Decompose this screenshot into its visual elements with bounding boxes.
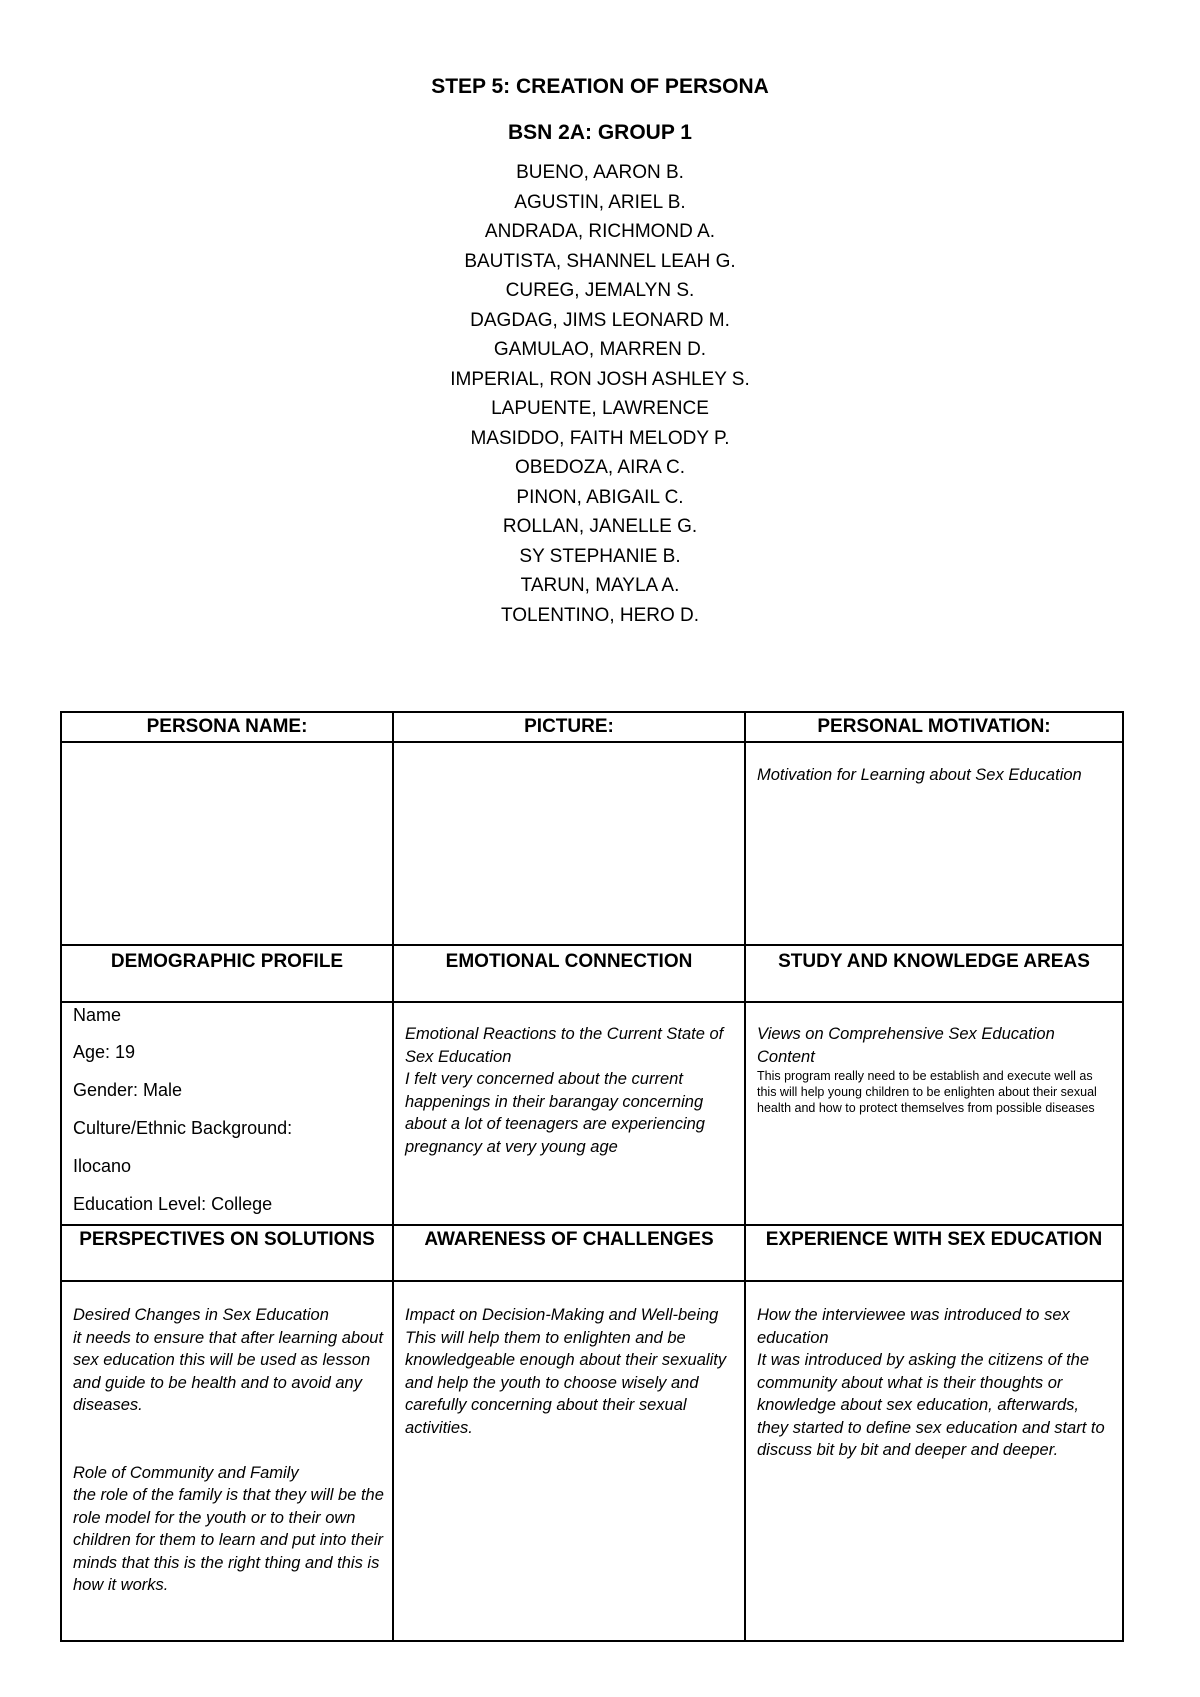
demographic-name: Name [73,1005,122,1025]
perspectives-text-2: the role of the family is that they will be the role model for the youth or to their own children for them to learn and put into their minds that this is the right thing and this is how it works. [73,1486,384,1594]
study-text: This program really need to be establish and execute well as this will help young children to be enlighten about their sexual health and how to protect themselves from possible diseases [757,1069,1097,1115]
experience-text: It was introduced by asking the citizens of the community about what is their thoughts or knowledge about sex education, afterwards, they started to define sex education and start to discuss bit by bit and deeper and deeper. [757,1351,1105,1459]
member-name: BUENO, AARON B. [516,162,684,183]
document-title: STEP 5: CREATION OF PERSONA [431,75,769,98]
member-name: ROLLAN, JANELLE G. [502,516,698,537]
picture-header: PICTURE: [393,712,745,742]
group-label: BSN 2A: GROUP 1 [508,121,692,144]
emotional-text: I felt very concerned about the current happenings in their barangay concerning about a lot of teenagers are experiencing pregnancy at very young age [405,1070,705,1156]
emotional-connection-cell [393,1002,745,1225]
emotional-heading: Emotional Reactions to the Current State of Sex Education [405,1025,724,1066]
member-name: TOLENTINO, HERO D. [500,604,700,626]
awareness-text: This will help them to enlighten and be knowledgeable enough about their sexuality and help the youth to choose wisely and carefully concerning about their sexual activities. [405,1328,727,1437]
personal-motivation-header: PERSONAL MOTIVATION: [745,712,1123,742]
perspectives-header: PERSPECTIVES ON SOLUTIONS [61,1225,393,1281]
member-name: DAGDAG, JIMS LEONARD M. [470,309,730,331]
member-name: OBEDOZA, AIRA C. [515,457,685,478]
perspectives-heading-1: Desired Changes in Sex Education [73,1306,329,1324]
experience-heading: How the interviewee was introduced to sex education [757,1306,1070,1347]
demographic-age: Age: 19 [73,1042,136,1062]
member-name: CUREG, JEMALYN S. [505,280,695,301]
member-name: TARUN, MAYLA A. [520,575,680,596]
awareness-cell [393,1281,745,1641]
experience-header: EXPERIENCE WITH SEX EDUCATION [745,1225,1123,1281]
perspectives-cell [61,1281,393,1641]
member-name: MASIDDO, FAITH MELODY P. [470,427,730,449]
personal-motivation-cell [745,742,1123,945]
study-heading: Views on Comprehensive Sex Education Content [757,1025,1055,1066]
experience-cell [745,1281,1123,1641]
demographic-culture-label: Culture/Ethnic Background: [73,1118,293,1138]
member-name: IMPERIAL, RON JOSH ASHLEY S. [450,368,750,390]
demographic-gender: Gender: Male [73,1080,183,1100]
perspectives-text-1: it needs to ensure that after learning about sex education this will be used as lesson and guide to be health and to avoid any diseases. [73,1328,384,1414]
demographic-profile-header: DEMOGRAPHIC PROFILE [61,945,393,1002]
emotional-connection-header: EMOTIONAL CONNECTION [393,945,745,1002]
picture-cell [393,742,745,945]
motivation-heading: Motivation for Learning about Sex Education [757,766,1082,784]
member-name: PINON, ABIGAIL C. [516,486,684,508]
demographic-education: Education Level: College [73,1194,273,1214]
demographic-profile-cell [61,1002,393,1225]
member-name: ANDRADA, RICHMOND A. [484,221,716,242]
study-knowledge-header: STUDY AND KNOWLEDGE AREAS [745,945,1123,1002]
member-name: AGUSTIN, ARIEL B. [514,191,686,213]
awareness-header: AWARENESS OF CHALLENGES [393,1225,745,1281]
demographic-culture-value: Ilocano [73,1156,132,1176]
persona-name-cell [61,742,393,945]
member-name: GAMULAO, MARREN D. [493,339,707,360]
awareness-heading: Impact on Decision-Making and Well-being [405,1306,719,1324]
member-name: SY STEPHANIE B. [519,545,681,567]
document-header [0,74,1200,630]
member-name: LAPUENTE, LAWRENCE [491,398,709,419]
study-knowledge-cell [745,1002,1123,1225]
member-list [0,158,1200,630]
persona-name-header: PERSONA NAME: [61,712,393,742]
member-name: BAUTISTA, SHANNEL LEAH G. [464,250,736,272]
persona-table [60,711,1124,1642]
perspectives-heading-2: Role of Community and Family [73,1463,299,1482]
